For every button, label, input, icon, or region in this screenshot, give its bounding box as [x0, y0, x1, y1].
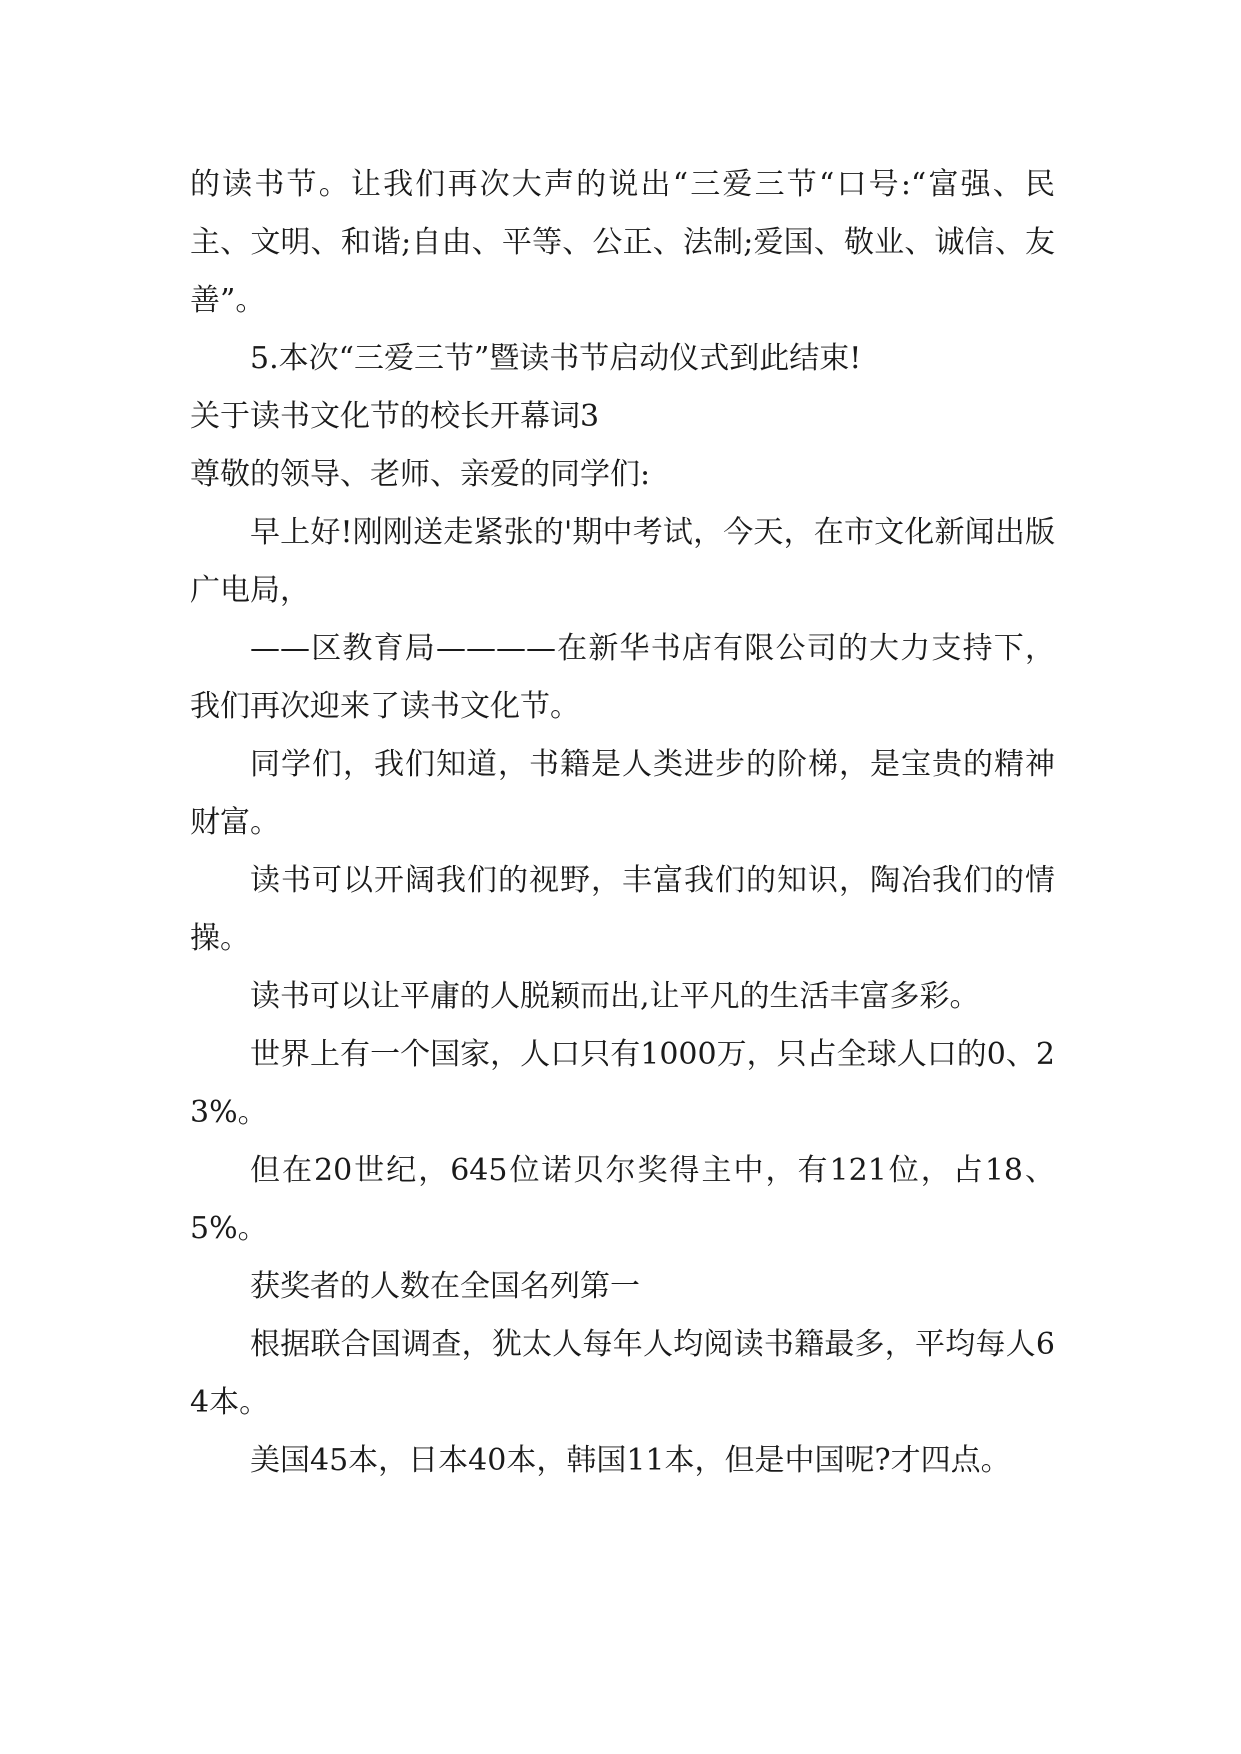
paragraph: 根据联合国调查，犹太人每年人均阅读书籍最多，平均每人64本。 — [190, 1327, 1055, 1420]
paragraph: 读书可以让平庸的人脱颖而出,让平凡的生活丰富多彩。 — [250, 979, 980, 1014]
document-body — [190, 156, 1055, 1490]
paragraph: 世界上有一个国家，人口只有1000万，只占全球人口的0、23%。 — [190, 1037, 1055, 1130]
paragraph: 美国45本，日本40本，韩国11本，但是中国呢?才四点。 — [250, 1443, 1011, 1478]
paragraph: 获奖者的人数在全国名列第一 — [250, 1269, 640, 1304]
paragraph: ——区教育局————在新华书店有限公司的大力支持下，我们再次迎来了读书文化节。 — [190, 631, 1055, 724]
salutation: 尊敬的领导、老师、亲爱的同学们: — [190, 457, 651, 492]
paragraph: 5.本次“三爱三节”暨读书节启动仪式到此结束! — [250, 341, 862, 376]
paragraph: 的读书节。让我们再次大声的说出“三爱三节“口号:“富强、民主、文明、和谐;自由、平等、公正、法制;爱国、敬业、诚信、友善”。 — [190, 167, 1055, 318]
paragraph: 同学们，我们知道，书籍是人类进步的阶梯，是宝贵的精神财富。 — [190, 747, 1055, 840]
paragraph: 但在20世纪，645位诺贝尔奖得主中，有121位，占18、5%。 — [190, 1153, 1055, 1246]
paragraph: 早上好!刚刚送走紧张的'期中考试，今天，在市文化新闻出版广电局， — [190, 515, 1055, 608]
paragraph: 读书可以开阔我们的视野，丰富我们的知识，陶冶我们的情操。 — [190, 863, 1055, 956]
section-title: 关于读书文化节的校长开幕词3 — [190, 399, 600, 434]
